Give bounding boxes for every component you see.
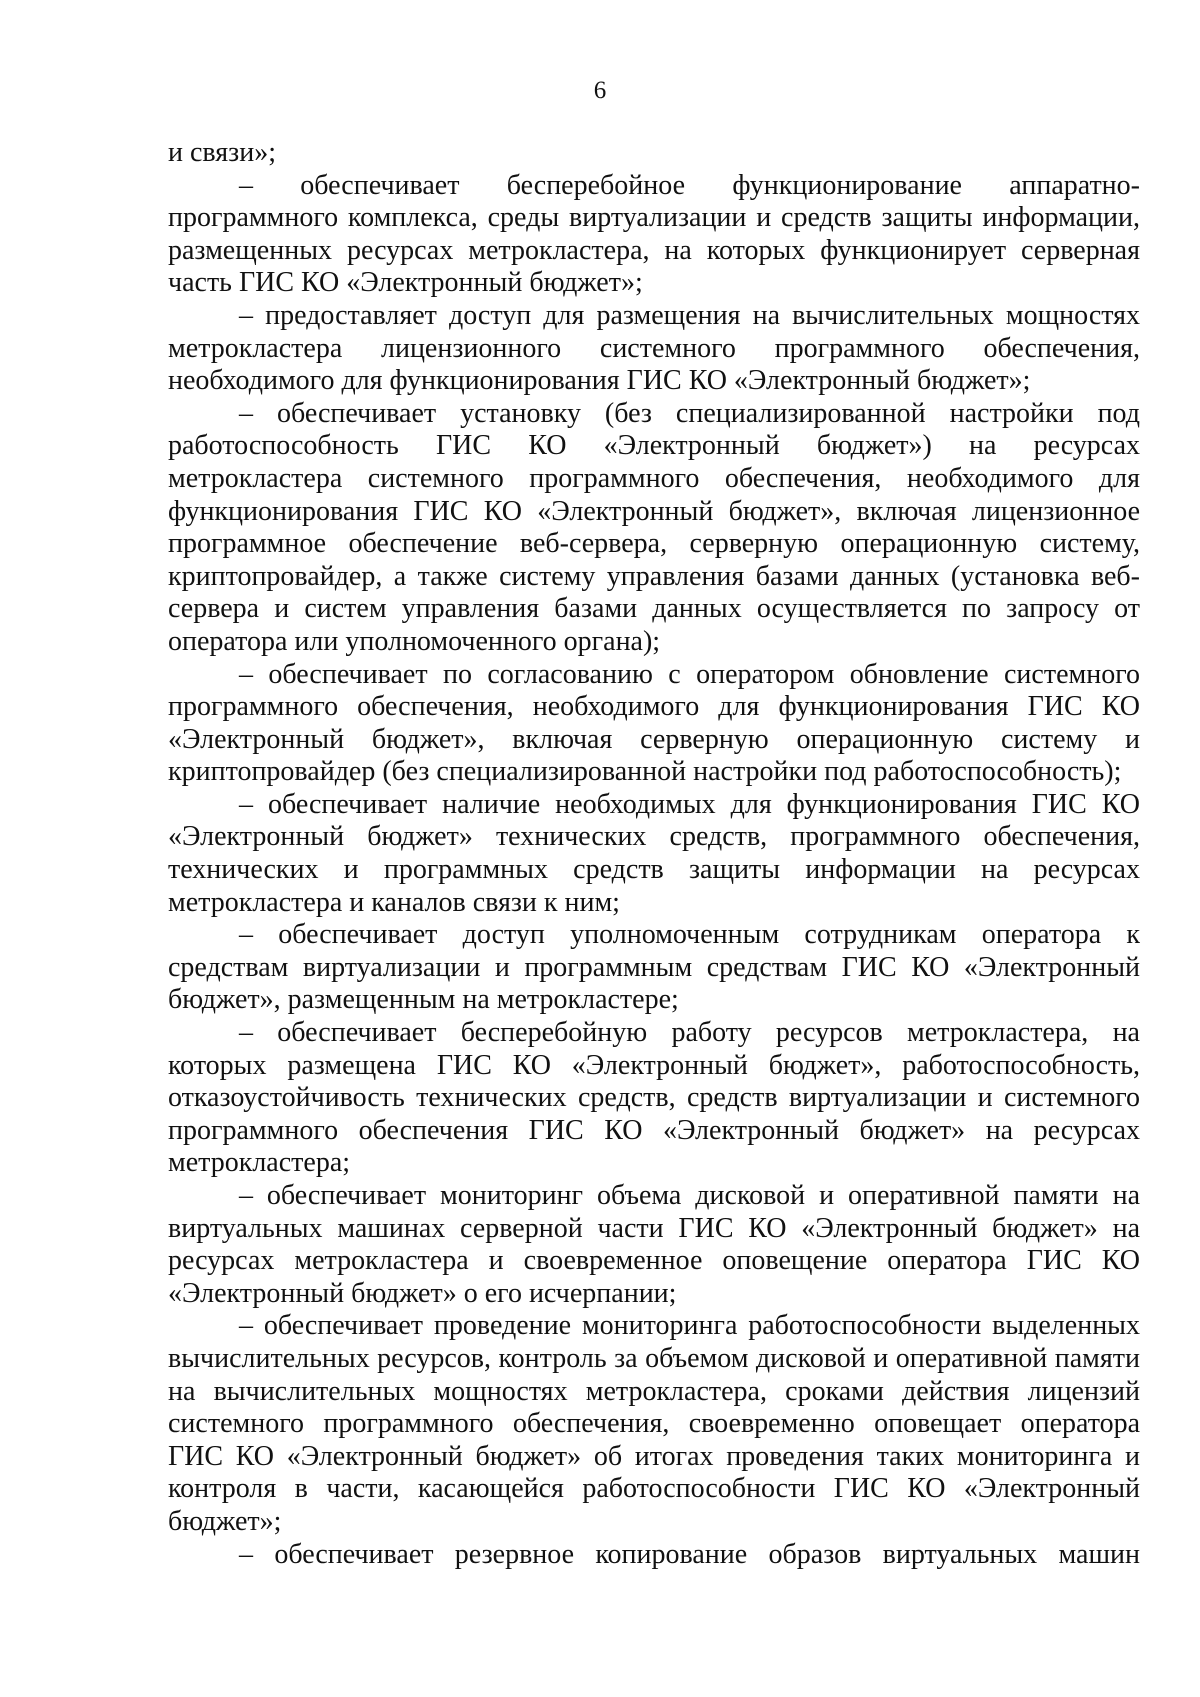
- list-item-operator-access: – обеспечивает доступ уполномоченным сотрудникам оператора к средствам виртуализации и программным средствам ГИС КО «Электронный бюджет», размещенным на метрокластере;: [168, 919, 1140, 1016]
- list-item-uninterrupted-operation: – обеспечивает бесперебойное функционирование аппаратно-программного комплекса, среды виртуализации и средств защиты информации, размещенных ресурсах метрокластера, на которых функционирует серверная часть ГИС КО «Электронный бюджет»;: [168, 169, 1140, 299]
- list-item-memory-monitoring: – обеспечивает мониторинг объема дисковой и оперативной памяти на виртуальных машинах серверной части ГИС КО «Электронный бюджет» на ресурсах метрокластера и своевременное оповещение оператора ГИС КО «Электронный бюджет» о его исчерпании;: [168, 1180, 1140, 1309]
- list-item-technical-means: – обеспечивает наличие необходимых для функционирования ГИС КО «Электронный бюджет» технических средств, программного обеспечения, технических и программных средств защиты информации на ресурсах метрокластера и каналов связи к ним;: [168, 788, 1140, 918]
- list-item-performance-monitoring: – обеспечивает проведение мониторинга работоспособности выделенных вычислительных ресурсов, контроль за объемом дисковой и оперативной памяти на вычислительных мощностях метрокластера, сроками действия лицензий системного программного обеспечения, своевременно оповещает оператора ГИС КО «Электронный бюджет» об итогах проведения таких мониторинга и контроля в части, касающейся работоспособности ГИС КО «Электронный бюджет»;: [168, 1310, 1140, 1537]
- list-item-backup: – обеспечивает резервное копирование образов виртуальных машин: [239, 1538, 1140, 1570]
- page-number: 6: [593, 77, 607, 104]
- list-item-software-update: – обеспечивает по согласованию с оператором обновление системного программного обеспечения, необходимого для функционирования ГИС КО «Электронный бюджет», включая серверную операционную систему и криптопровайдер (без специализированной настройки под работоспособность);: [168, 658, 1140, 788]
- list-item-resource-operation: – обеспечивает бесперебойную работу ресурсов метрокластера, на которых размещена ГИС КО «Электронный бюджет», работоспособность, отказоустойчивость технических средств, средств виртуализации и системного программного обеспечения ГИС КО «Электронный бюджет» на ресурсах метрокластера;: [168, 1017, 1140, 1179]
- list-item-software-installation: – обеспечивает установку (без специализированной настройки под работоспособность ГИС КО «Электронный бюджет») на ресурсах метрокластера системного программного обеспечения, необходимого для функционирования ГИС КО «Электронный бюджет», включая лицензионное программное обеспечение веб-сервера, серверную операционную систему, криптопровайдер, а также систему управления базами данных (установка веб-сервера и систем управления базами данных осуществляется по запросу от оператора или уполномоченного органа);: [168, 397, 1140, 657]
- list-item-access-placement: – предоставляет доступ для размещения на вычислительных мощностях метрокластера лицензионного системного программного обеспечения, необходимого для функционирования ГИС КО «Электронный бюджет»;: [168, 299, 1140, 397]
- document-body: [168, 137, 1140, 1571]
- paragraph-continuation: и связи»;: [168, 137, 276, 168]
